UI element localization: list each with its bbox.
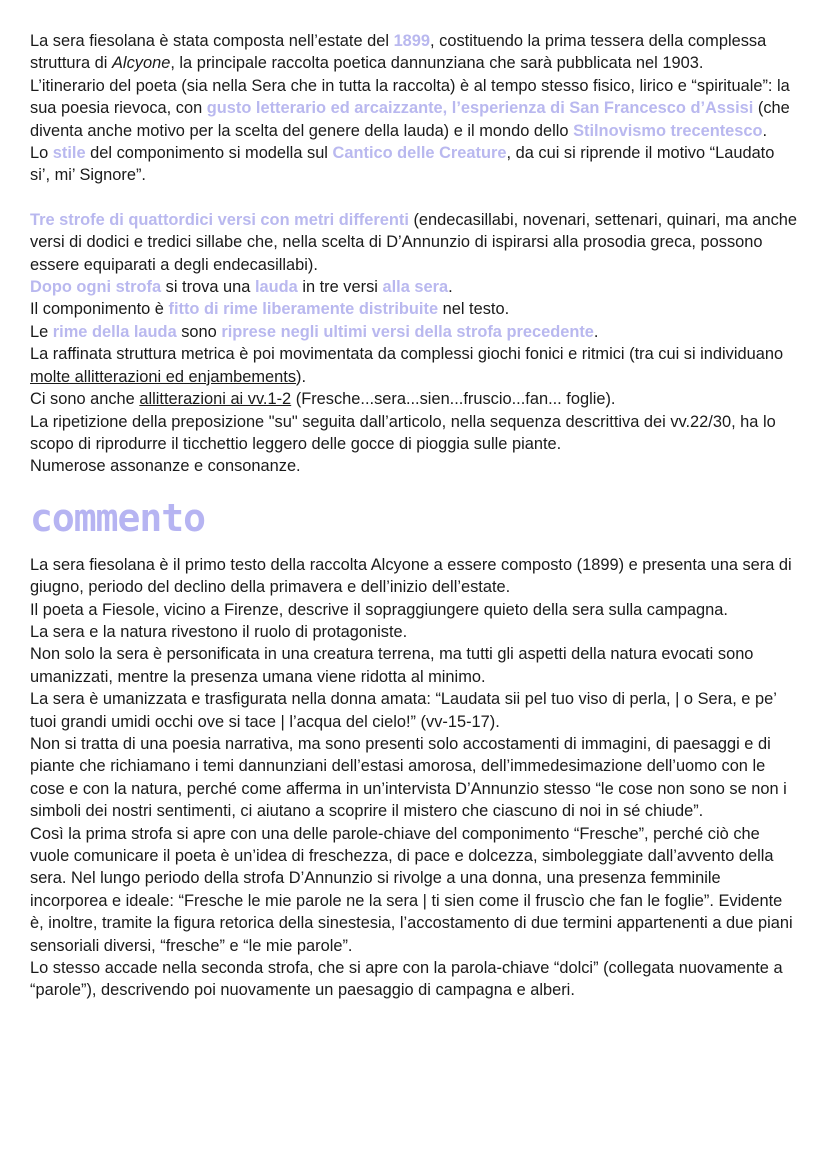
commento-paragraph-2: Il poeta a Fiesole, vicino a Firenze, descrive il sopraggiungere quieto della sera sulla campagna. [30,600,728,619]
metrics-paragraph-2: Dopo ogni strofa si trova una lauda in tre versi alla sera. [30,278,453,297]
commento-paragraph-1: La sera fiesolana è il primo testo della raccolta Alcyone a essere composto (1899) e presenta una sera di giugno, periodo del declino della primavera e dell’inizio dell’estate. [30,555,792,597]
section-gap [30,187,798,209]
commento-paragraph-3: La sera e la natura rivestono il ruolo di protagoniste. [30,622,408,641]
commento-paragraph-6: Non si tratta di una poesia narrativa, ma sono presenti solo accostamenti di immagini, di paesaggi e di piante che richiamano i temi dannunziani dell’estasi amorosa, dell’immedesimazione dell’uomo con le cose e con la natura, perché come afferma in un’intervista D’Annunzio stesso “le cose non sono se non i simboli dei nostri sentimenti, ci aiutano a scoprire il mistero che ciascuno di noi in sé chiude”. [30,734,787,821]
intro-paragraph-2: L’itinerario del poeta (sia nella Sera che in tutta la raccolta) è al tempo stesso fisico, lirico e “spirituale”: la sua poesia rievoca, con gusto letterario ed arcaizzante, l’esperienza di San Francesco d’Assisi (che diventa anche motivo per la scelta del genere della lauda) e il mondo dello Stilnovismo trecentesco. [30,76,790,140]
commento-paragraph-8: Lo stesso accade nella seconda strofa, che si apre con la parola-chiave “dolci” (collegata nuovamente a “parole”), descrivendo poi nuovamente un paesaggio di campagna e alberi. [30,959,783,1000]
section-heading-commento: commento [30,495,206,540]
metrics-paragraph-7: La ripetizione della preposizione "su" seguita dall’articolo, nella sequenza descrittiva dei vv.22/30, ha lo scopo di riprodurre il ticchettio leggero delle gocce di pioggia sulle piante. [30,412,776,453]
highlight-gusto: gusto letterario ed arcaizzante, l’esperienza di San Francesco d’Assisi [206,99,754,118]
metrics-paragraph-5: La raffinata struttura metrica è poi movimentata da complessi giochi fonici e ritmici (tra cui si individuano molte allitterazioni ed enjambements). [30,345,784,386]
commento-paragraph-7: Così la prima strofa si apre con una delle parole-chiave del componimento “Fresche”, perché ciò che vuole comunicare il poeta è un’idea di freschezza, di pace e dolcezza, simboleggiate dall’avvento della sera. Nel lungo periodo della strofa D’Annunzio si rivolge a una donna, una presenza femminile incorporea e ideale: “Fresche le mie parole ne la sera | ti sien come il fruscìo che fan le foglie”. Evidente è, inoltre, tramite la figura retorica della sinestesia, l’accostamento di due termini appartenenti a due piani sensoriali diversi, “fresche” e “le mie parole”. [30,824,793,955]
highlight-stile: stile [52,144,86,163]
intro-paragraph-1: La sera fiesolana è stata composta nell’estate del 1899, costituendo la prima tessera della complessa struttura di Alcyone, la principale raccolta poetica dannunziana che sarà pubblicata nel 1903. [30,32,767,73]
highlight-cantico: Cantico delle Creature [332,144,507,163]
highlight-year: 1899 [393,32,431,50]
intro-paragraph-3: Lo stile del componimento si modella sul Cantico delle Creature, da cui si riprende il motivo “Laudato si’, mi’ Signore”. [30,144,775,185]
commento-paragraph-5: La sera è umanizzata e trasfigurata nella donna amata: “Laudata sii pel tuo viso di perla, | o Sera, e pe’ tuoi grandi umidi occhi ove si tace | l’acqua del cielo!” (vv-15-17). [30,690,777,731]
metrics-paragraph-6: Ci sono anche allitterazioni ai vv.1-2 (Fresche...sera...sien...fruscio...fan... foglie). [30,390,616,409]
metrics-paragraph-1: Tre strofe di quattordici versi con metri differenti (endecasillabi, novenari, settenari, quinari, ma anche versi di dodici e tredici sillabe che, nella scelta di D’Annunzio di ispirarsi alla prosodia greca, possono essere equiparati a degli endecasillabi). [30,210,798,274]
metrics-paragraph-4: Le rime della lauda sono riprese negli ultimi versi della strofa precedente. [30,322,599,341]
underlined-vv: allitterazioni ai vv.1-2 [139,390,292,409]
metrics-paragraph-3: Il componimento è fitto di rime liberamente distribuite nel testo. [30,300,510,319]
commento-paragraph-4: Non solo la sera è personificata in una creatura terrena, ma tutti gli aspetti della natura evocati sono umanizzati, mentre la presenza umana viene ridotta al minimo. [30,645,754,686]
metrics-paragraph-8: Numerose assonanze e consonanze. [30,457,301,476]
underlined-allitterazioni: molte allitterazioni ed enjambements [30,367,297,386]
highlight-stilnovismo: Stilnovismo trecentesco [573,121,763,140]
highlight-tre-strofe: Tre strofe di quattordici versi con metri differenti [30,210,409,229]
